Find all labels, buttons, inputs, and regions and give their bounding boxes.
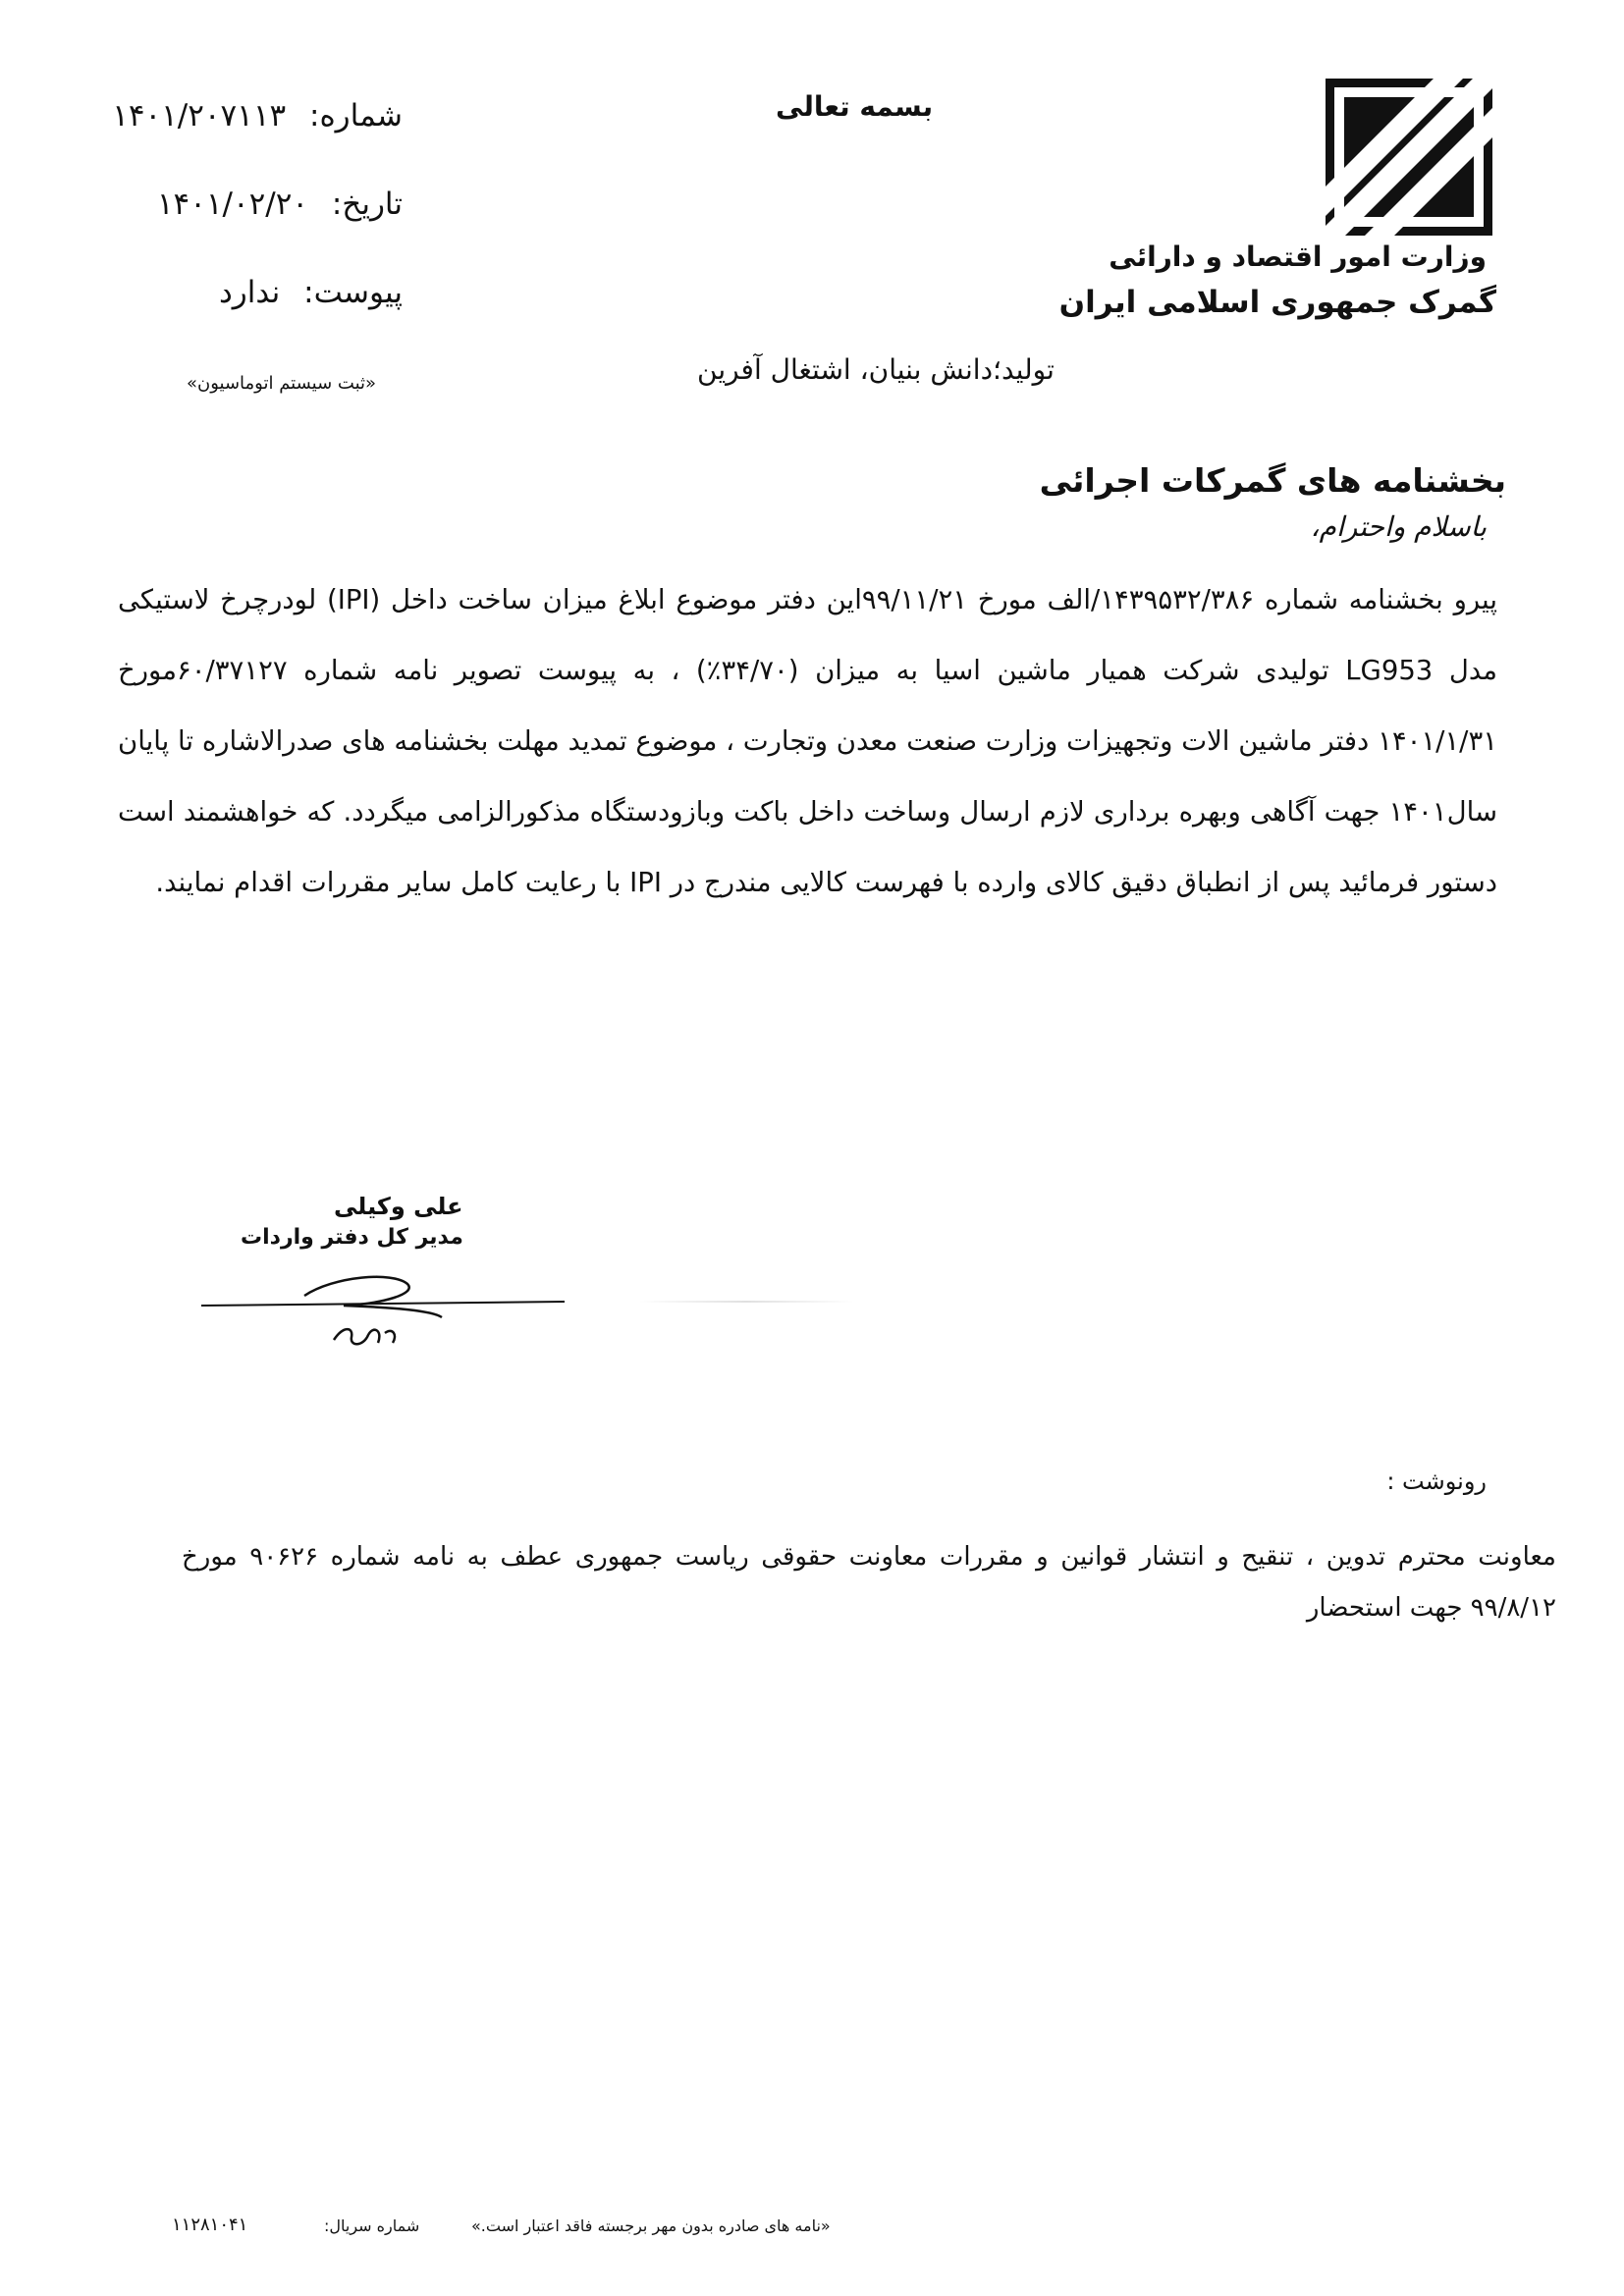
cc-text: معاونت محترم تدوین ، تنقیح و انتشار قوانین و مقررات معاونت حقوقی ریاست جمهوری عطف به نامه شماره ۹۰۶۲۶ مورخ ۹۹/۸/۱۲ جهت استحضار (182, 1542, 1556, 1623)
customs-name: گمرک جمهوری اسلامی ایران (1058, 285, 1496, 320)
letter-attachment-value: ندارد (218, 275, 281, 310)
footer-validity-note: «نامه های صادره بدون مهر برجسته فاقد اعتبار است.» (471, 2216, 831, 2235)
letter-date (79, 187, 403, 222)
cc-label: رونوشت : (1386, 1468, 1487, 1495)
slogan: تولید؛دانش بنیان، اشتغال آفرین (697, 353, 1055, 386)
letter-date-value: ۱۴۰۱/۰۲/۲۰ (156, 187, 308, 222)
handwritten-signature-icon (196, 1256, 569, 1355)
customs-logo-icon (1326, 79, 1492, 236)
greeting: باسلام واحترام، (1310, 510, 1487, 543)
bismillah-heading: بسمه تعالی (776, 90, 934, 123)
serial-number-value: ۱۱۲۸۱۰۴۱ (172, 2215, 248, 2235)
serial-number-label: شماره سریال: (324, 2216, 420, 2235)
ministry-name: وزارت امور اقتصاد و دارائی (1109, 240, 1487, 273)
letter-number-label: شماره: (309, 98, 403, 133)
letter-number-value: ۱۴۰۱/۲۰۷۱۱۳ (112, 98, 287, 133)
circular-title: بخشنامه های گمرکات اجرائی (1039, 461, 1506, 500)
faint-divider (638, 1301, 854, 1303)
automation-registration-note: «ثبت سیستم اتوماسیون» (187, 373, 377, 394)
letter-attachment (79, 275, 403, 310)
letter-attachment-label: پیوست: (303, 275, 403, 310)
letter-number (79, 98, 403, 133)
letter-body-paragraph: پیرو بخشنامه شماره ۱۴۳۹۵۳۲/۳۸۶/الف مورخ ۹۹/۱۱/۲۱این دفتر موضوع ابلاغ میزان ساخت داخل (IPI) لودرچرخ لاستیکی مدل LG953 تولیدی شرکت همیار ماشین اسیا به میزان (۳۴/۷۰٪) ، به پیوست تصویر نامه شماره ۶۰/۳۷۱۲۷مورخ ۱۴۰۱/۱/۳۱ دفتر ماشین الات وتجهیزات وزارت صنعت معدن وتجارت ، موضوع تمدید مهلت بخشنامه های صدرالاشاره تا پایان سال۱۴۰۱ جهت آگاهی وبهره برداری لازم ارسال وساخت داخل باکت وبازودستگاه مذکورالزامی میگردد. که خواهشمند است دستور فرمائید پس از انطباق دقیق کالای وارده با فهرست کالایی مندرج در IPI با رعایت کامل سایر مقررات اقدام نمایند. (118, 584, 1497, 898)
signer-name: علی وکیلی (334, 1193, 463, 1220)
letter-date-label: تاریخ: (331, 187, 403, 222)
signer-title: مدیر کل دفتر واردات (241, 1225, 463, 1250)
